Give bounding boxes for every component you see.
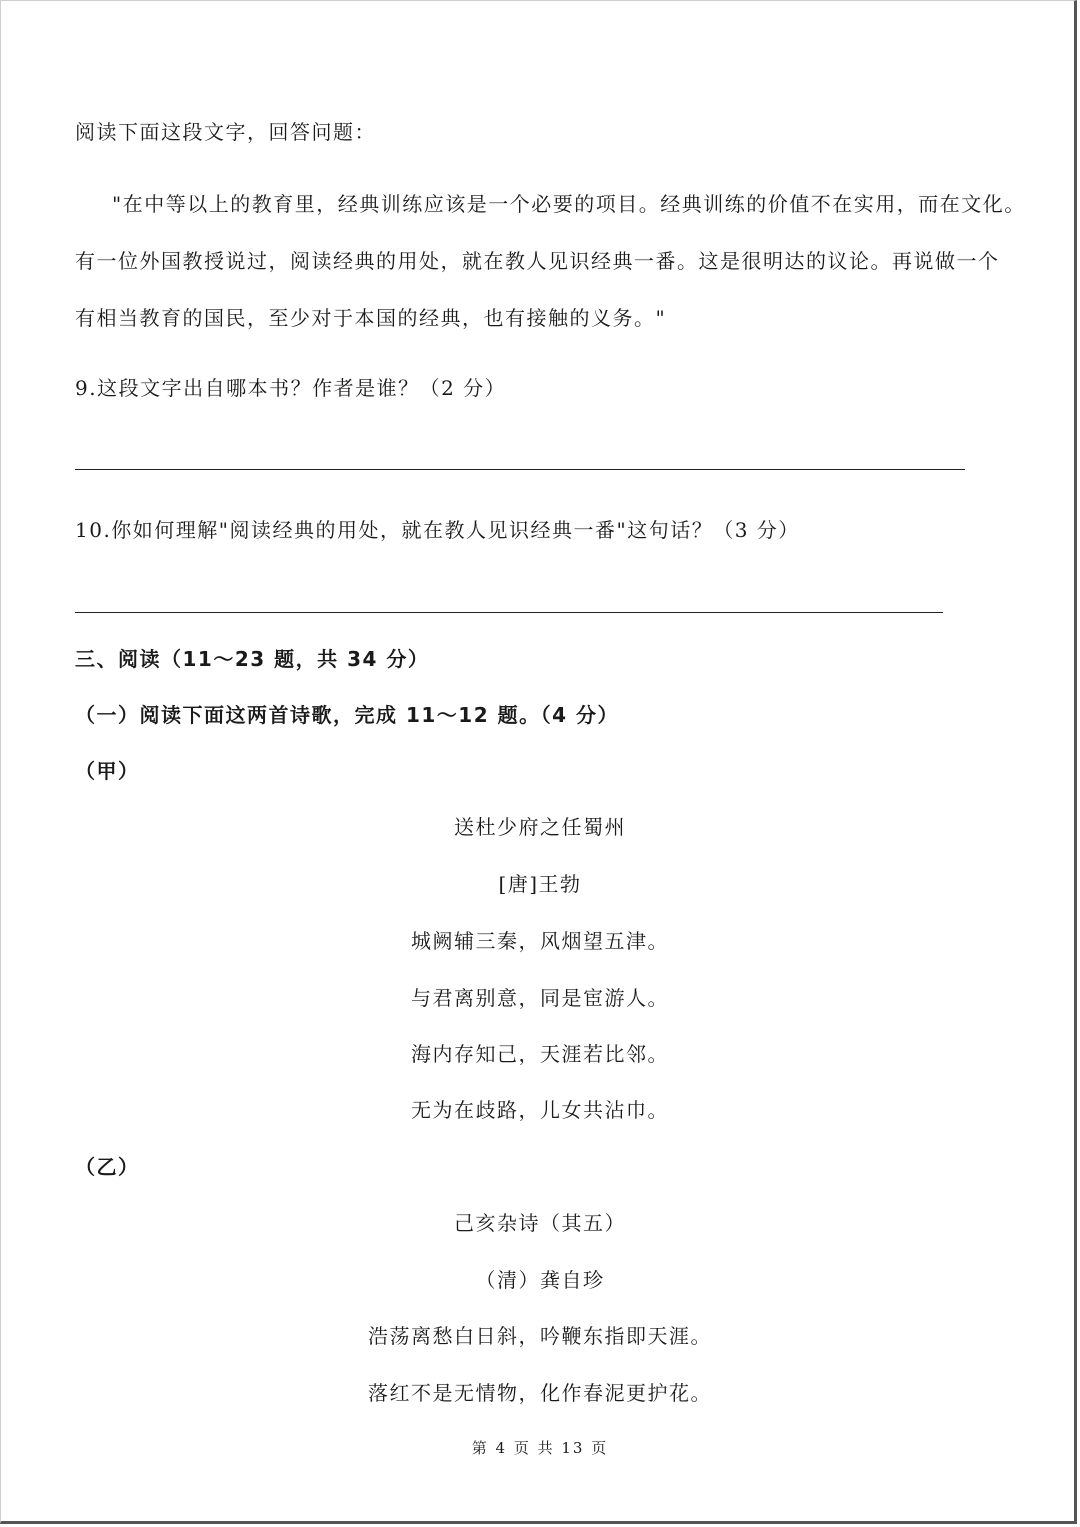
poem-a-author: [唐]王勃 [498, 872, 582, 896]
poem-b-label: （乙） [75, 1155, 140, 1179]
poem-a-line-2: 与君离别意，同是宦游人。 [411, 986, 669, 1010]
poem-b-author: （清）龚自珍 [475, 1268, 605, 1292]
passage-line-3: 有相当教育的国民，至少对于本国的经典，也有接触的义务。" [75, 306, 667, 330]
page-number-footer: 第 4 页 共 13 页 [471, 1439, 609, 1457]
answer-line-9[interactable] [75, 469, 965, 470]
passage-line-2: 有一位外国教授说过，阅读经典的用处，就在教人见识经典一番。这是很明达的议论。再说做一个 [75, 249, 1000, 273]
poem-b-line-2: 落红不是无情物，化作春泥更护花。 [368, 1381, 712, 1405]
poem-a-label: （甲） [75, 759, 140, 783]
part-1-heading: （一）阅读下面这两首诗歌，完成 11～12 题。（4 分） [75, 703, 619, 727]
question-10: 10.你如何理解"阅读经典的用处，就在教人见识经典一番"这句话？（3 分） [75, 518, 800, 542]
section-3-heading: 三、阅读（11～23 题，共 34 分） [75, 647, 430, 671]
poem-a-title: 送杜少府之任蜀州 [454, 815, 626, 839]
poem-b-line-1: 浩荡离愁白日斜，吟鞭东指即天涯。 [368, 1324, 712, 1348]
poem-a-line-4: 无为在歧路，儿女共沾巾。 [411, 1098, 669, 1122]
reading-instruction: 阅读下面这段文字，回答问题： [75, 120, 376, 144]
poem-a-line-1: 城阙辅三秦，风烟望五津。 [411, 929, 669, 953]
poem-b-title: 己亥杂诗（其五） [454, 1211, 626, 1235]
passage-line-1: "在中等以上的教育里，经典训练应该是一个必要的项目。经典训练的价值不在实用，而在文化。 [112, 192, 1026, 216]
question-9: 9.这段文字出自哪本书？作者是谁？（2 分） [75, 376, 507, 400]
poem-a-line-3: 海内存知己，天涯若比邻。 [411, 1042, 669, 1066]
answer-line-10[interactable] [75, 612, 943, 613]
